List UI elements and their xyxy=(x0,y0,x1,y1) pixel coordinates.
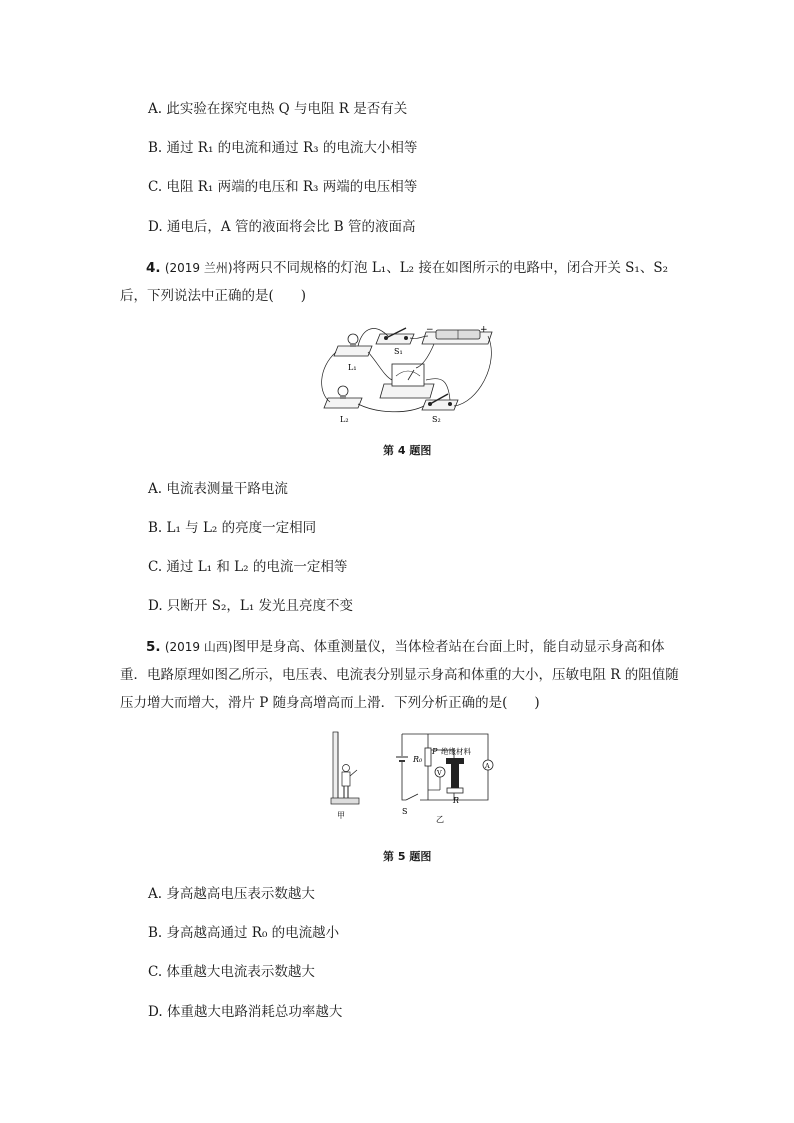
q4-option-a: A. 电流表测量干路电流 xyxy=(148,481,288,497)
q5-figure-caption: 第 5 题图 xyxy=(383,850,432,863)
q4-option-d: D. 只断开 S₂，L₁ 发光且亮度不变 xyxy=(148,598,354,614)
q4-figure-caption: 第 4 题图 xyxy=(383,444,432,457)
q4-option-c: C. 通过 L₁ 和 L₂ 的电流一定相等 xyxy=(148,559,348,575)
q5-option-d: D. 体重越大电路消耗总功率越大 xyxy=(148,1004,343,1020)
person-icon xyxy=(342,765,357,799)
q4-number: 4. xyxy=(146,260,161,276)
q4-circuit-figure xyxy=(318,318,498,428)
q5-figure-yi xyxy=(392,730,498,826)
q4-source: (2019 兰州) xyxy=(164,261,233,275)
q3-option-a: A. 此实验在探究电热 Q 与电阻 R 是否有关 xyxy=(148,101,408,117)
battery-minus-label: − xyxy=(426,325,434,335)
switch-s1-icon xyxy=(376,328,414,344)
label-p: P xyxy=(432,747,438,756)
q5-option-a: A. 身高越高电压表示数越大 xyxy=(148,886,315,902)
q5-source: (2019 山西) xyxy=(164,640,233,654)
resistor-r0-icon xyxy=(425,748,431,766)
q5-text: 图甲是身高、体重测量仪，当体检者站在台面上时，能自动显示身高和体重．电路原理如图乙所示，电压表、电流表分别显示身高和体重的大小，压敏电阻 R 的阻值随压力增大而增大，滑片 P 随身高增高而上滑．下列分析正确的是( ) xyxy=(120,639,679,711)
ammeter-icon xyxy=(380,364,434,398)
label-jia: 甲 xyxy=(337,811,345,820)
label-v: V xyxy=(437,769,442,777)
q3-option-b: B. 通过 R₁ 的电流和通过 R₃ 的电流大小相等 xyxy=(148,140,418,156)
platform-icon xyxy=(446,758,464,793)
q3-option-d: D. 通电后，A 管的液面将会比 B 管的液面高 xyxy=(148,219,416,235)
lamp-l1-icon xyxy=(334,334,372,356)
q5-option-c: C. 体重越大电流表示数越大 xyxy=(148,964,315,980)
label-s2: S₂ xyxy=(432,415,441,424)
label-s: S xyxy=(402,807,408,816)
q5-number: 5. xyxy=(146,639,161,655)
label-r: R xyxy=(453,796,460,805)
q4-stem xyxy=(120,254,680,310)
label-s1: S₁ xyxy=(394,347,403,356)
label-l2: L₂ xyxy=(340,415,349,424)
label-l1: L₁ xyxy=(348,363,357,372)
battery-icon xyxy=(396,756,408,762)
label-r0: R₀ xyxy=(413,755,423,764)
q5-option-b: B. 身高越高通过 R₀ 的电流越小 xyxy=(148,925,340,941)
q5-figure-jia xyxy=(325,730,365,820)
battery-plus-label: + xyxy=(480,325,488,335)
q4-option-b: B. L₁ 与 L₂ 的亮度一定相同 xyxy=(148,520,317,536)
lamp-l2-icon xyxy=(324,386,362,408)
label-yi: 乙 xyxy=(436,815,444,824)
label-insulation: 绝缘材料 xyxy=(441,747,471,756)
q5-circuit-wires xyxy=(402,734,488,800)
q5-stem xyxy=(120,633,680,717)
q4-text: 将两只不同规格的灯泡 L₁、L₂ 接在如图所示的电路中，闭合开关 S₁、S₂ 后，下列说法中正确的是( ) xyxy=(120,260,668,304)
label-a: A xyxy=(485,762,490,770)
switch-s-icon xyxy=(406,794,420,803)
q3-option-c: C. 电阻 R₁ 两端的电压和 R₃ 两端的电压相等 xyxy=(148,179,418,195)
